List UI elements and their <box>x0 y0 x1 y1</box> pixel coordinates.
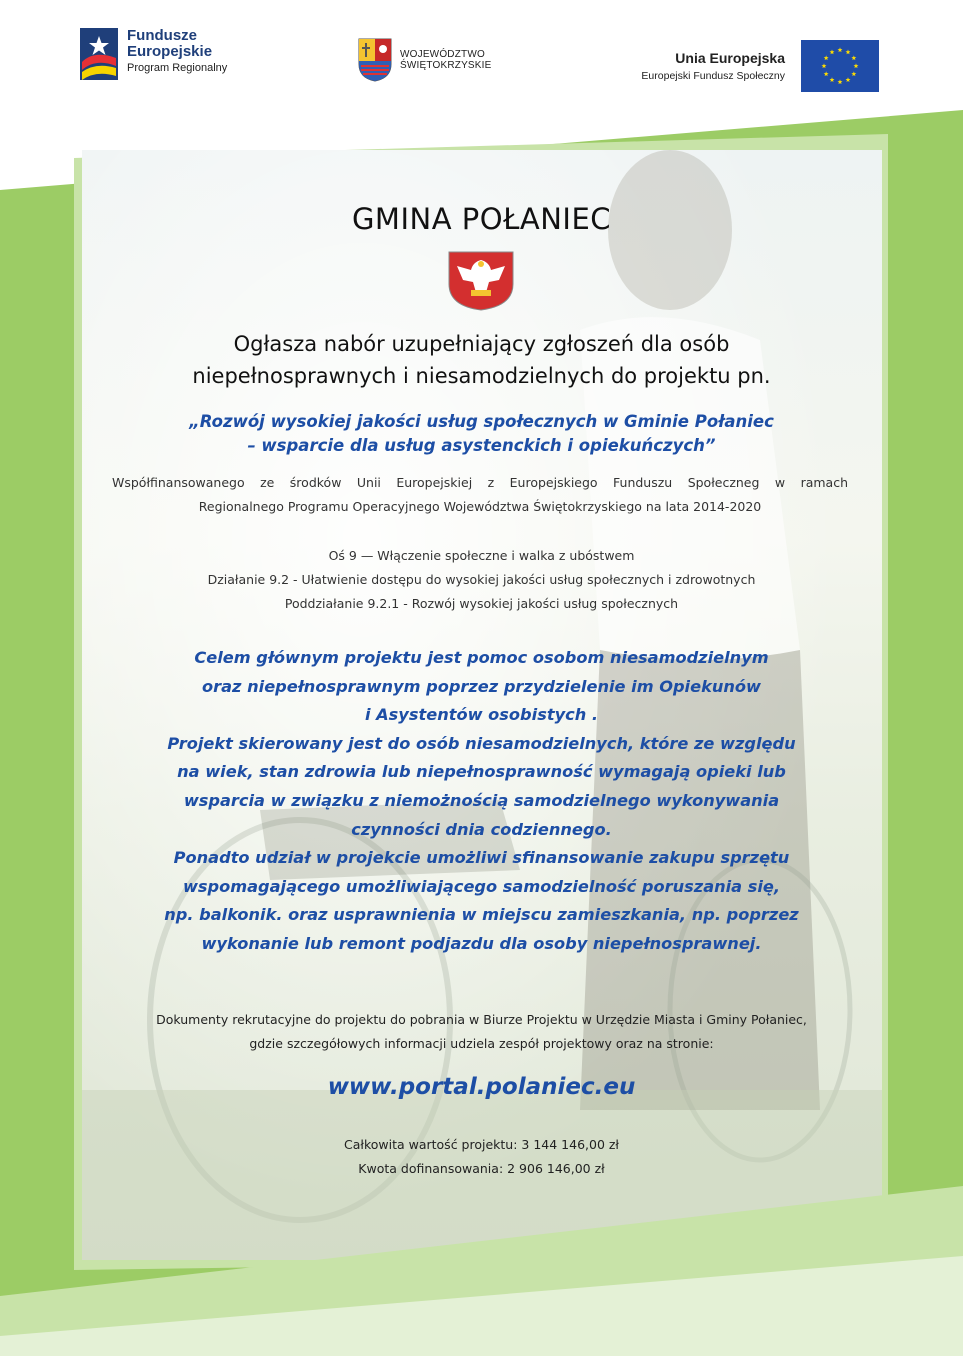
goal-line: Celem głównym projektu jest pomoc osobom niesamodzielnym <box>194 648 769 667</box>
eu-star <box>851 55 856 60</box>
eu-star <box>822 63 827 68</box>
documents-line: gdzie szczegółowych informacji udziela zespół projektowy oraz na stronie: <box>249 1036 714 1051</box>
goal-line: na wiek, stan zdrowia lub niepełnosprawność wymagają opieki lub <box>177 762 786 782</box>
announcement <box>0 328 963 392</box>
cofinancing-amount: Kwota dofinansowania: 2 906 146,00 zł <box>358 1161 605 1176</box>
eu-star <box>854 63 859 68</box>
program-axis <box>0 544 963 616</box>
eu-star <box>824 71 829 76</box>
announcement-line: Ogłasza nabór uzupełniający zgłoszeń dla osób <box>233 332 730 356</box>
goal-line: wykonanie lub remont podjazdu dla osoby niepełnosprawnej. <box>201 933 762 953</box>
eu-star <box>838 47 843 52</box>
fe-title-line1: Fundusze <box>127 27 197 44</box>
wojewodztwo-logo <box>358 38 492 82</box>
eu-star <box>824 55 829 60</box>
header-logos <box>0 0 963 110</box>
eu-title: Unia Europejska <box>675 50 785 66</box>
project-name <box>0 410 963 458</box>
axis-line: Oś 9 — Włączenie społeczne i walka z ubóstwem <box>328 548 635 563</box>
goal-line: wsparcia w związku z niemożnością samodzielnego wykonywania <box>183 790 780 810</box>
eu-star <box>851 71 856 76</box>
goal-line: i Asystentów osobistych . <box>364 705 599 725</box>
goal-line: np. balkonik. oraz usprawnienia w miejscu zamieszkania, np. poprzez <box>164 905 799 925</box>
cofinancing-text <box>112 471 848 519</box>
total-value: Całkowita wartość projektu: 3 144 146,00 zł <box>344 1137 619 1152</box>
fe-title-line2: Europejskie <box>127 42 213 60</box>
eu-flag-icon <box>801 40 879 92</box>
wojewodztwo-line1: WOJEWÓDZTWO <box>400 48 485 60</box>
goal-line: Ponadto udział w projekcie umożliwi sfinansowanie zakupu sprzętu <box>173 848 790 868</box>
project-goal <box>0 644 963 959</box>
project-name-line: „Rozwój wysokiej jakości usług społecznych w Gminie Połaniec <box>189 412 774 431</box>
fe-star-icon <box>80 28 118 80</box>
gmina-title: GMINA POŁANIEC <box>351 202 612 236</box>
project-name-line: – wsparcie dla usług asystenckich i opiekuńczych” <box>247 436 716 455</box>
documents-info <box>0 1008 963 1056</box>
eu-star <box>846 77 851 82</box>
cofinancing-line: Współfinansowanego ze środków Unii Europejskiej z Europejskiego Funduszu Społeczneg w ramach <box>112 475 848 490</box>
wojewodztwo-line2: ŚWIĘTOKRZYSKIE <box>400 60 492 71</box>
polaniec-coat-of-arms-icon <box>447 250 515 316</box>
goal-line: Projekt skierowany jest do osób niesamodzielnych, które ze względu <box>167 733 796 753</box>
fundusze-europejskie-logo <box>80 28 227 80</box>
website-link[interactable]: www.portal.polaniec.eu <box>327 1074 636 1100</box>
project-costs <box>0 1133 963 1181</box>
wojewodztwo-shield-icon <box>358 38 392 82</box>
fe-subtitle: Program Regionalny <box>127 61 228 74</box>
documents-line: Dokumenty rekrutacyjne do projektu do pobrania w Biurze Projektu w Urzędzie Miasta i Gminy Połaniec, <box>156 1012 807 1027</box>
subaction-line: Poddziałanie 9.2.1 - Rozwój wysokiej jakości usług społecznych <box>284 596 679 611</box>
goal-line: oraz niepełnosprawnym poprzez przydzielenie im Opiekunów <box>202 676 761 696</box>
cofinancing-line: Regionalnego Programu Operacyjnego Województwa Świętokrzyskiego na lata 2014-2020 <box>198 499 762 514</box>
goal-line: wspomagającego umożliwiającego samodzielność poruszania się, <box>182 876 781 896</box>
eu-star <box>830 77 835 82</box>
eu-subtitle: Europejski Fundusz Społeczny <box>641 70 785 82</box>
action-line: Działanie 9.2 - Ułatwienie dostępu do wysokiej jakości usług społecznych i zdrowotnych <box>207 572 756 587</box>
goal-line: czynności dnia codziennego. <box>351 819 612 839</box>
announcement-line: niepełnosprawnych i niesamodzielnych do projektu pn. <box>192 364 771 388</box>
eu-star <box>838 79 843 84</box>
unia-europejska-logo <box>641 40 879 92</box>
eu-star <box>846 50 851 55</box>
eu-star <box>830 50 835 55</box>
